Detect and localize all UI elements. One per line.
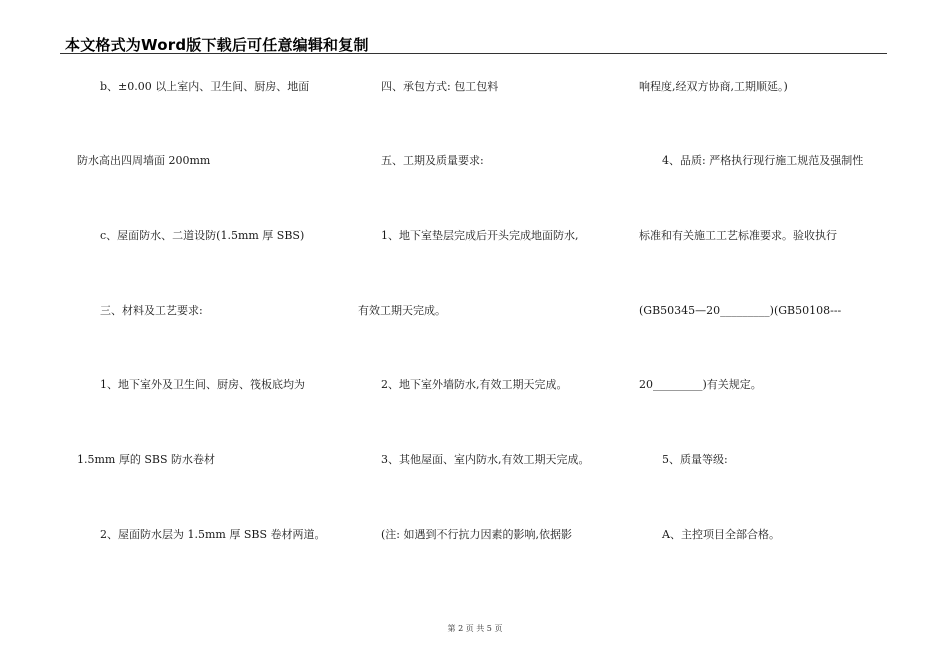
col3-line-5: 20_________)有关规定。	[639, 378, 762, 391]
col1-line-2: 防水高出四周墙面 200mm	[77, 154, 211, 167]
col1-line-7: 2、屋面防水层为 1.5mm 厚 SBS 卷材两道。	[100, 528, 326, 541]
col1-line-1: b、±0.00 以上室内、卫生间、厨房、地面	[100, 80, 310, 93]
col2-line-3: 1、地下室垫层完成后开头完成地面防水,	[381, 229, 579, 242]
col2-line-5: 2、地下室外墙防水,有效工期天完成。	[381, 378, 568, 391]
col2-line-6: 3、其他屋面、室内防水,有效工期天完成。	[381, 453, 590, 466]
col3-line-6: 5、质量等级:	[662, 453, 728, 466]
col3-line-1: 响程度,经双方协商,工期顺延。)	[639, 80, 788, 93]
col2-line-1: 四、承包方式: 包工包料	[381, 80, 499, 93]
col2-line-7: (注: 如遇到不行抗力因素的影响,依据影	[381, 528, 572, 541]
document-header-title: 本文格式为Word版下载后可任意编辑和复制	[65, 36, 369, 54]
col3-line-7: A、主控项目全部合格。	[662, 528, 780, 541]
header-divider	[60, 53, 887, 54]
col1-line-3: c、屋面防水、二道设防(1.5mm 厚 SBS)	[100, 229, 305, 242]
col1-line-4: 三、材料及工艺要求:	[100, 304, 203, 317]
page-number-footer: 第 2 页 共 5 页	[447, 624, 503, 633]
col2-line-4: 有效工期天完成。	[358, 304, 446, 317]
col1-line-5: 1、地下室外及卫生间、厨房、筏板底均为	[100, 378, 305, 391]
col3-line-4: (GB50345—20_________)(GB50108---	[639, 304, 842, 317]
col3-line-3: 标准和有关施工工艺标准要求。验收执行	[639, 229, 837, 242]
col2-line-2: 五、工期及质量要求:	[381, 154, 484, 167]
col1-line-6: 1.5mm 厚的 SBS 防水卷材	[77, 453, 215, 466]
col3-line-2: 4、品质: 严格执行现行施工规范及强制性	[662, 154, 864, 167]
